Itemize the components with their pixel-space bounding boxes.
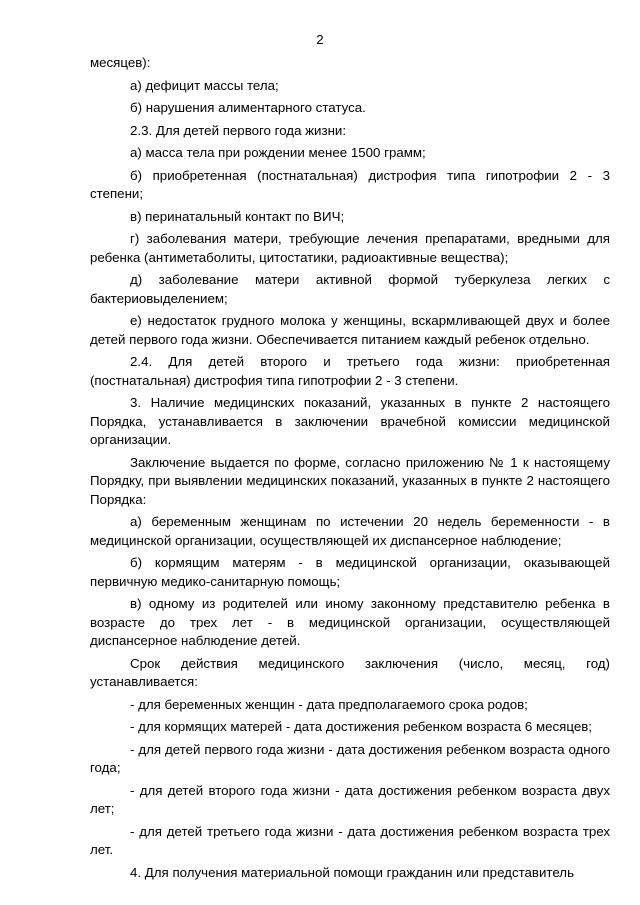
paragraph: месяцев): bbox=[90, 55, 151, 70]
paragraph: в) перинатальный контакт по ВИЧ; bbox=[130, 208, 345, 224]
paragraph: - для кормящих матерей - дата достижения ребенком возраста 6 месяцев; bbox=[130, 719, 592, 734]
paragraph: - для детей первого года жизни - дата достижения ребенком возраста одного года; bbox=[90, 741, 610, 775]
paragraph: Заключение выдается по форме, согласно приложению № 1 к настоящему Порядку, при выявлении медицинских показаний, указанных в пункте 2 настоящего Порядка: bbox=[90, 454, 610, 507]
paragraph: 2.4. Для детей второго и третьего года жизни: приобретенная (постнатальная) дистрофия типа гипотрофии 2 - 3 степени. bbox=[90, 354, 610, 388]
paragraph: е) недостаток грудного молока у женщины, вскармливающей двух и более детей первого года жизни. Обеспечивается питанием каждый ребенок отдельно. bbox=[90, 313, 610, 347]
paragraph: а) беременным женщинам по истечении 20 недель беременности - в медицинской организации, осуществляющей их диспансерное наблюдение; bbox=[90, 514, 610, 548]
paragraph: г) заболевания матери, требующие лечения препаратами, вредными для ребенка (антиметаболиты, цитостатики, радиоактивные вещества); bbox=[90, 231, 610, 265]
paragraph: б) нарушения алиментарного статуса. bbox=[130, 100, 366, 115]
paragraph: - для детей второго года жизни - дата достижения ребенком возраста двух лет; bbox=[90, 782, 610, 816]
paragraph: а) дефицит массы тела; bbox=[130, 77, 279, 93]
paragraph: Срок действия медицинского заключения (число, месяц, год) устанавливается: bbox=[90, 655, 610, 689]
page-number: 2 bbox=[316, 32, 324, 47]
paragraph: а) масса тела при рождении менее 1500 грамм; bbox=[130, 145, 426, 160]
paragraph: - для детей третьего года жизни - дата достижения ребенком возраста трех лет. bbox=[90, 823, 610, 857]
paragraph: д) заболевание матери активной формой туберкулеза легких с бактериовыделением; bbox=[90, 272, 610, 306]
paragraph: б) кормящим матерям - в медицинской организации, оказывающей первичную медико-санитарную помощь; bbox=[90, 555, 610, 589]
paragraph: 4. Для получения материальной помощи гражданин или представитель bbox=[130, 864, 574, 880]
paragraph: б) приобретенная (постнатальная) дистрофия типа гипотрофии 2 - 3 степени; bbox=[90, 167, 610, 201]
document-body bbox=[90, 54, 610, 886]
paragraph: 2.3. Для детей первого года жизни: bbox=[130, 122, 347, 138]
paragraph: - для беременных женщин - дата предполагаемого срока родов; bbox=[130, 696, 528, 712]
paragraph: 3. Наличие медицинских показаний, указанных в пункте 2 настоящего Порядка, устанавливается в заключении врачебной комиссии медицинской организации. bbox=[90, 395, 610, 447]
paragraph: в) одному из родителей или иному законному представителю ребенка в возрасте до трех лет - в медицинской организации, осуществляющей диспансерное наблюдение детей. bbox=[90, 596, 610, 648]
